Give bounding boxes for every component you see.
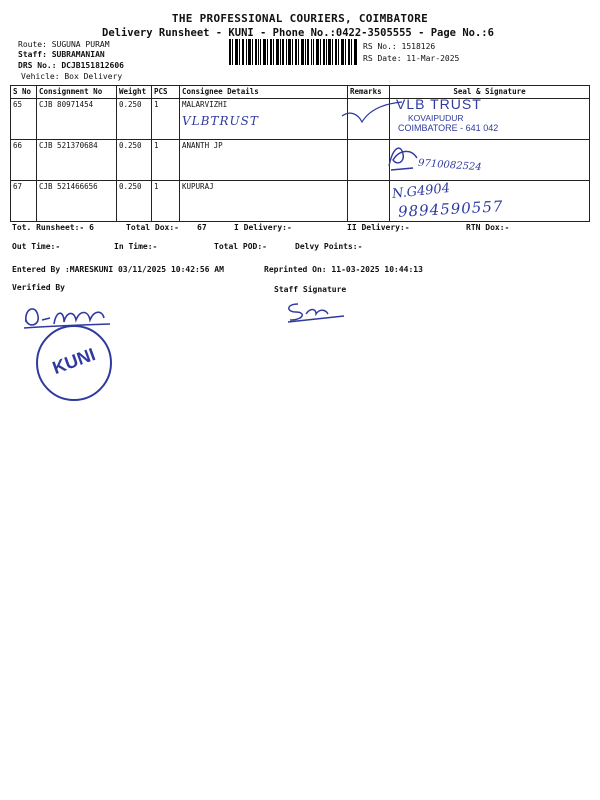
- total-dox-label: Total Dox:-: [126, 223, 179, 232]
- in-time: In Time:-: [114, 242, 158, 251]
- consignee-name: ANANTH JP: [182, 141, 223, 150]
- row-consignment-no: CJB 521370684: [37, 140, 117, 181]
- delvy-points: Delvy Points:-: [295, 242, 363, 251]
- row-sno: 65: [11, 99, 37, 140]
- runsheet-title: Delivery Runsheet - KUNI - Phone No.:0422-3505555 - Page No.:6: [102, 27, 494, 39]
- consignee-name: KUPURAJ: [182, 182, 214, 191]
- vehicle-label: Vehicle: Box Delivery: [21, 72, 123, 81]
- handwritten-phone-66: 9710082524: [417, 157, 482, 174]
- col-pcs: PCS: [152, 86, 180, 99]
- rs-date: RS Date: 11-Mar-2025: [363, 54, 460, 63]
- staff-signature-label: Staff Signature: [274, 285, 347, 294]
- tot-runsheet: Tot. Runsheet:- 6: [12, 223, 94, 232]
- reprinted-on: Reprinted On: 11-03-2025 10:44:13: [264, 265, 423, 274]
- row-consignee: [180, 140, 348, 181]
- row-sno: 66: [11, 140, 37, 181]
- seal-stamp-line1: KOVAIPUDUR: [408, 113, 464, 123]
- drs-number: DRS No.: DCJB151812606: [18, 61, 124, 70]
- table-row: [11, 99, 590, 140]
- col-consignee-details: Consignee Details: [180, 86, 348, 99]
- row-consignee: [180, 99, 348, 140]
- table-row: [11, 140, 590, 181]
- col-remarks: Remarks: [348, 86, 390, 99]
- row-pcs: 1: [152, 99, 180, 140]
- row-pcs: 1: [152, 140, 180, 181]
- row-weight: 0.250: [117, 181, 152, 222]
- row-consignment-no: CJB 521466656: [37, 181, 117, 222]
- round-stamp-text: KUNI: [49, 344, 98, 378]
- entered-by: Entered By :MARESKUNI 03/11/2025 10:42:56 AM: [12, 265, 224, 274]
- ii-delivery: II Delivery:-: [347, 223, 410, 232]
- rs-number: RS No.: 1518126: [363, 42, 436, 51]
- handwritten-phone-67a: N.G4904: [391, 181, 451, 202]
- out-time: Out Time:-: [12, 242, 61, 251]
- col-seal-signature: Seal & Signature: [390, 86, 590, 99]
- company-title: THE PROFESSIONAL COURIERS, COIMBATORE: [171, 12, 429, 25]
- handwritten-consignee-note: VLBTRUST: [182, 114, 259, 128]
- route-label: Route: SUGUNA PURAM: [18, 40, 110, 49]
- row-weight: 0.250: [117, 99, 152, 140]
- rtn-dox: RTN Dox:-: [466, 223, 510, 232]
- table-header-row: [11, 86, 590, 99]
- row-weight: 0.250: [117, 140, 152, 181]
- col-sno: S No: [11, 86, 37, 99]
- total-pod: Total POD:-: [214, 242, 267, 251]
- round-stamp: [36, 325, 112, 401]
- col-weight: Weight: [117, 86, 152, 99]
- i-delivery: I Delivery:-: [234, 223, 292, 232]
- staff-label: Staff: SUBRAMANIAN: [18, 50, 105, 59]
- signature-row-66: [383, 140, 423, 174]
- seal-stamp-name: VLB TRUST: [396, 96, 482, 112]
- row-pcs: 1: [152, 181, 180, 222]
- consignee-name: MALARVIZHI: [182, 100, 228, 109]
- handwritten-phone-67b: 9894590557: [397, 197, 504, 221]
- col-consignment-no: Consignment No: [37, 86, 117, 99]
- row-consignment-no: CJB 80971454: [37, 99, 117, 140]
- staff-signature-mark: [280, 300, 346, 324]
- barcode: [229, 39, 357, 65]
- row-remarks: [348, 181, 390, 222]
- total-dox-value: 67: [197, 223, 207, 232]
- verified-by-label: Verified By: [12, 283, 65, 292]
- seal-stamp-line2: COIMBATORE - 641 042: [398, 123, 499, 133]
- row-consignee: [180, 181, 348, 222]
- row-sno: 67: [11, 181, 37, 222]
- signature-row-65: [340, 98, 410, 132]
